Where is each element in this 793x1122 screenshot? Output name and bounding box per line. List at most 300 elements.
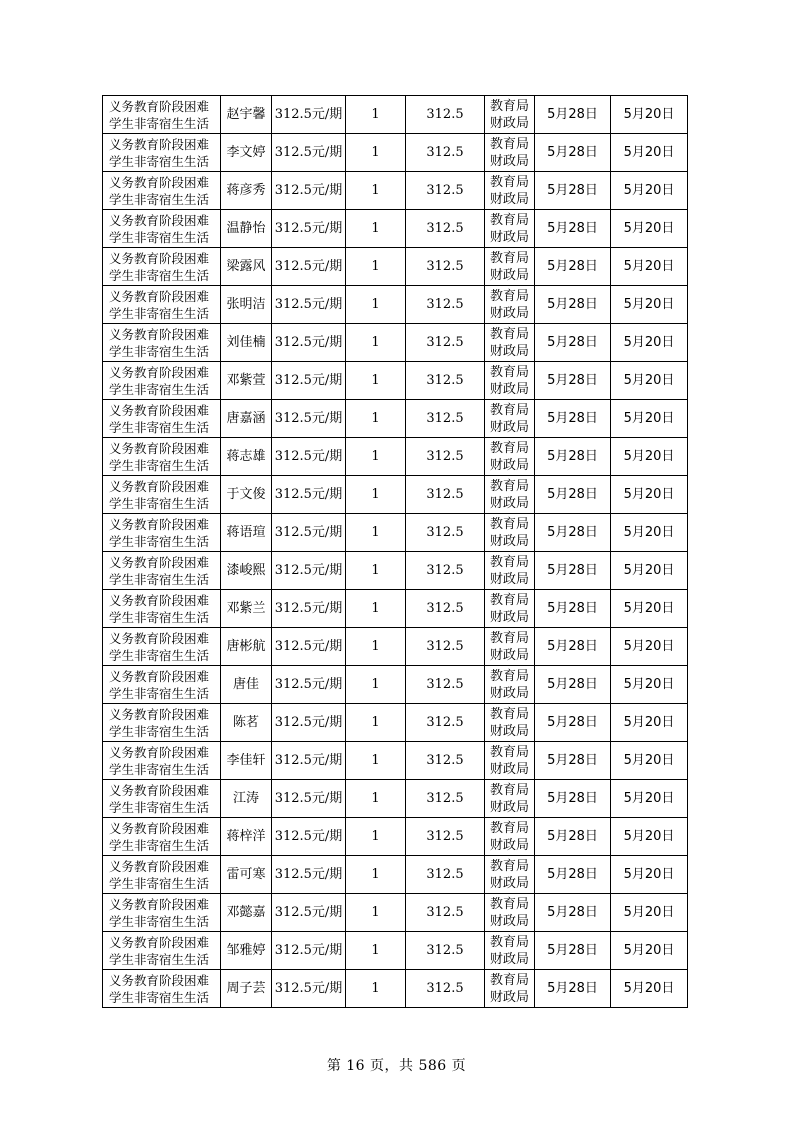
standard-cell: 312.5元/期 [272,818,346,856]
date-cell-1: 5月28日 [535,970,611,1008]
standard-cell: 312.5元/期 [272,704,346,742]
item-line-2: 学生非寄宿生生活 [109,951,210,967]
department-cell [485,324,535,362]
department-line-2: 财政局 [489,951,529,967]
item-cell [103,476,221,514]
item-cell [103,704,221,742]
item-cell [103,438,221,476]
quantity-cell: 1 [346,514,406,552]
date-cell-2: 5月20日 [611,248,688,286]
quantity-cell: 1 [346,628,406,666]
department-line-1: 教育局 [489,858,529,874]
quantity-cell: 1 [346,818,406,856]
standard-cell: 312.5元/期 [272,552,346,590]
date-cell-1: 5月28日 [535,590,611,628]
item-line-1: 义务教育阶段困难 [109,478,210,494]
date-cell-2: 5月20日 [611,96,688,134]
recipient-name: 周子芸 [221,970,272,1008]
item-line-1: 义务教育阶段困难 [109,402,210,418]
date-cell-2: 5月20日 [611,172,688,210]
date-cell-1: 5月28日 [535,780,611,818]
item-line-2: 学生非寄宿生生活 [109,875,210,891]
department-cell [485,552,535,590]
department-cell [485,818,535,856]
item-cell [103,324,221,362]
subsidy-table [102,95,688,1008]
department-line-1: 教育局 [489,896,529,912]
item-cell [103,742,221,780]
item-line-1: 义务教育阶段困难 [109,934,210,950]
date-cell-1: 5月28日 [535,248,611,286]
item-cell [103,400,221,438]
date-cell-2: 5月20日 [611,438,688,476]
item-line-2: 学生非寄宿生生活 [109,799,210,815]
date-cell-1: 5月28日 [535,894,611,932]
item-line-1: 义务教育阶段困难 [109,630,210,646]
recipient-name: 江涛 [221,780,272,818]
date-cell-2: 5月20日 [611,742,688,780]
department-cell [485,590,535,628]
item-line-1: 义务教育阶段困难 [109,820,210,836]
item-line-2: 学生非寄宿生生活 [109,115,210,131]
department-line-2: 财政局 [489,761,529,777]
item-line-1: 义务教育阶段困难 [109,440,210,456]
table-row [103,742,688,780]
item-cell [103,856,221,894]
recipient-name: 唐佳 [221,666,272,704]
quantity-cell: 1 [346,590,406,628]
quantity-cell: 1 [346,666,406,704]
item-cell [103,970,221,1008]
item-cell [103,96,221,134]
quantity-cell: 1 [346,476,406,514]
quantity-cell: 1 [346,932,406,970]
table-row [103,970,688,1008]
item-cell [103,134,221,172]
table-row [103,248,688,286]
date-cell-2: 5月20日 [611,628,688,666]
amount-cell: 312.5 [406,286,485,324]
item-line-2: 学生非寄宿生生活 [109,533,210,549]
standard-cell: 312.5元/期 [272,742,346,780]
department-cell [485,134,535,172]
department-cell [485,856,535,894]
department-line-2: 财政局 [489,153,529,169]
item-cell [103,666,221,704]
date-cell-2: 5月20日 [611,932,688,970]
amount-cell: 312.5 [406,96,485,134]
recipient-name: 唐彬航 [221,628,272,666]
quantity-cell: 1 [346,324,406,362]
recipient-name: 张明洁 [221,286,272,324]
recipient-name: 蒋梓洋 [221,818,272,856]
amount-cell: 312.5 [406,932,485,970]
quantity-cell: 1 [346,894,406,932]
item-line-2: 学生非寄宿生生活 [109,381,210,397]
item-line-2: 学生非寄宿生生活 [109,609,210,625]
standard-cell: 312.5元/期 [272,324,346,362]
department-line-2: 财政局 [489,229,529,245]
department-cell [485,96,535,134]
amount-cell: 312.5 [406,400,485,438]
amount-cell: 312.5 [406,514,485,552]
recipient-name: 李佳轩 [221,742,272,780]
standard-cell: 312.5元/期 [272,970,346,1008]
standard-cell: 312.5元/期 [272,400,346,438]
department-line-2: 财政局 [489,685,529,701]
date-cell-2: 5月20日 [611,552,688,590]
item-cell [103,210,221,248]
item-line-2: 学生非寄宿生生活 [109,647,210,663]
item-line-2: 学生非寄宿生生活 [109,837,210,853]
department-line-2: 财政局 [489,913,529,929]
date-cell-2: 5月20日 [611,286,688,324]
date-cell-2: 5月20日 [611,894,688,932]
department-line-1: 教育局 [489,782,529,798]
date-cell-1: 5月28日 [535,476,611,514]
recipient-name: 邓懿嘉 [221,894,272,932]
department-line-2: 财政局 [489,381,529,397]
amount-cell: 312.5 [406,666,485,704]
department-line-1: 教育局 [489,402,529,418]
item-line-2: 学生非寄宿生生活 [109,191,210,207]
department-line-1: 教育局 [489,554,529,570]
item-line-2: 学生非寄宿生生活 [109,761,210,777]
date-cell-1: 5月28日 [535,324,611,362]
department-cell [485,362,535,400]
item-line-2: 学生非寄宿生生活 [109,571,210,587]
item-cell [103,286,221,324]
item-line-1: 义务教育阶段困难 [109,972,210,988]
amount-cell: 312.5 [406,324,485,362]
standard-cell: 312.5元/期 [272,666,346,704]
department-line-2: 财政局 [489,305,529,321]
date-cell-1: 5月28日 [535,856,611,894]
recipient-name: 唐嘉涵 [221,400,272,438]
department-cell [485,932,535,970]
department-cell [485,970,535,1008]
department-line-1: 教育局 [489,250,529,266]
amount-cell: 312.5 [406,742,485,780]
date-cell-1: 5月28日 [535,96,611,134]
item-cell [103,362,221,400]
table-row [103,400,688,438]
department-line-1: 教育局 [489,668,529,684]
date-cell-1: 5月28日 [535,628,611,666]
date-cell-1: 5月28日 [535,400,611,438]
department-cell [485,780,535,818]
item-cell [103,818,221,856]
standard-cell: 312.5元/期 [272,628,346,666]
item-line-1: 义务教育阶段困难 [109,668,210,684]
date-cell-2: 5月20日 [611,856,688,894]
table-row [103,476,688,514]
item-cell [103,894,221,932]
department-cell [485,286,535,324]
department-cell [485,704,535,742]
amount-cell: 312.5 [406,970,485,1008]
amount-cell: 312.5 [406,856,485,894]
item-line-1: 义务教育阶段困难 [109,896,210,912]
amount-cell: 312.5 [406,628,485,666]
date-cell-2: 5月20日 [611,476,688,514]
item-line-2: 学生非寄宿生生活 [109,229,210,245]
date-cell-2: 5月20日 [611,210,688,248]
recipient-name: 蒋彦秀 [221,172,272,210]
department-line-1: 教育局 [489,174,529,190]
date-cell-1: 5月28日 [535,742,611,780]
table-row [103,704,688,742]
department-line-1: 教育局 [489,972,529,988]
department-line-1: 教育局 [489,98,529,114]
department-cell [485,514,535,552]
department-cell [485,438,535,476]
item-line-2: 学生非寄宿生生活 [109,267,210,283]
recipient-name: 蒋志雄 [221,438,272,476]
item-line-2: 学生非寄宿生生活 [109,685,210,701]
item-line-2: 学生非寄宿生生活 [109,723,210,739]
item-line-1: 义务教育阶段困难 [109,364,210,380]
amount-cell: 312.5 [406,780,485,818]
department-cell [485,248,535,286]
department-line-1: 教育局 [489,326,529,342]
recipient-name: 李文婷 [221,134,272,172]
item-line-2: 学生非寄宿生生活 [109,495,210,511]
department-line-1: 教育局 [489,630,529,646]
recipient-name: 刘佳楠 [221,324,272,362]
table-row [103,514,688,552]
item-line-1: 义务教育阶段困难 [109,250,210,266]
date-cell-2: 5月20日 [611,400,688,438]
department-line-2: 财政局 [489,875,529,891]
quantity-cell: 1 [346,134,406,172]
amount-cell: 312.5 [406,438,485,476]
amount-cell: 312.5 [406,590,485,628]
item-line-1: 义务教育阶段困难 [109,782,210,798]
standard-cell: 312.5元/期 [272,210,346,248]
standard-cell: 312.5元/期 [272,894,346,932]
standard-cell: 312.5元/期 [272,856,346,894]
department-cell [485,476,535,514]
item-line-1: 义务教育阶段困难 [109,706,210,722]
quantity-cell: 1 [346,362,406,400]
item-cell [103,514,221,552]
standard-cell: 312.5元/期 [272,932,346,970]
department-line-1: 教育局 [489,706,529,722]
table-row [103,894,688,932]
date-cell-1: 5月28日 [535,134,611,172]
date-cell-1: 5月28日 [535,818,611,856]
department-line-2: 财政局 [489,267,529,283]
table-row [103,856,688,894]
department-line-2: 财政局 [489,495,529,511]
table-row [103,438,688,476]
quantity-cell: 1 [346,704,406,742]
amount-cell: 312.5 [406,476,485,514]
table-row [103,590,688,628]
date-cell-2: 5月20日 [611,362,688,400]
date-cell-2: 5月20日 [611,324,688,362]
table-row [103,96,688,134]
amount-cell: 312.5 [406,894,485,932]
amount-cell: 312.5 [406,552,485,590]
department-cell [485,172,535,210]
table-row [103,932,688,970]
department-line-2: 财政局 [489,533,529,549]
page-footer: 第 16 页，共 586 页 [326,1058,467,1074]
department-line-2: 财政局 [489,799,529,815]
table-row [103,552,688,590]
department-line-1: 教育局 [489,592,529,608]
department-cell [485,210,535,248]
item-line-1: 义务教育阶段困难 [109,288,210,304]
table-row [103,286,688,324]
table-row [103,172,688,210]
department-line-2: 财政局 [489,343,529,359]
department-line-2: 财政局 [489,115,529,131]
item-cell [103,172,221,210]
quantity-cell: 1 [346,286,406,324]
item-line-1: 义务教育阶段困难 [109,592,210,608]
recipient-name: 邹雅婷 [221,932,272,970]
department-line-1: 教育局 [489,820,529,836]
item-cell [103,590,221,628]
amount-cell: 312.5 [406,210,485,248]
standard-cell: 312.5元/期 [272,590,346,628]
department-line-2: 财政局 [489,457,529,473]
date-cell-2: 5月20日 [611,970,688,1008]
standard-cell: 312.5元/期 [272,514,346,552]
item-line-1: 义务教育阶段困难 [109,554,210,570]
department-line-2: 财政局 [489,571,529,587]
table-row [103,780,688,818]
table-row [103,362,688,400]
date-cell-2: 5月20日 [611,780,688,818]
department-cell [485,666,535,704]
recipient-name: 梁露风 [221,248,272,286]
standard-cell: 312.5元/期 [272,476,346,514]
item-cell [103,248,221,286]
department-cell [485,628,535,666]
quantity-cell: 1 [346,96,406,134]
table-row [103,628,688,666]
date-cell-1: 5月28日 [535,210,611,248]
item-line-1: 义务教育阶段困难 [109,744,210,760]
date-cell-1: 5月28日 [535,362,611,400]
table-row [103,666,688,704]
department-line-2: 财政局 [489,609,529,625]
recipient-name: 蒋语瑄 [221,514,272,552]
department-cell [485,894,535,932]
recipient-name: 漆峻熙 [221,552,272,590]
table-row [103,134,688,172]
item-cell [103,932,221,970]
recipient-name: 于文俊 [221,476,272,514]
date-cell-1: 5月28日 [535,438,611,476]
standard-cell: 312.5元/期 [272,780,346,818]
table-row [103,210,688,248]
item-cell [103,628,221,666]
standard-cell: 312.5元/期 [272,96,346,134]
standard-cell: 312.5元/期 [272,362,346,400]
date-cell-2: 5月20日 [611,818,688,856]
quantity-cell: 1 [346,856,406,894]
department-line-2: 财政局 [489,419,529,435]
date-cell-1: 5月28日 [535,286,611,324]
standard-cell: 312.5元/期 [272,248,346,286]
date-cell-2: 5月20日 [611,590,688,628]
item-cell [103,780,221,818]
department-line-1: 教育局 [489,934,529,950]
item-line-2: 学生非寄宿生生活 [109,343,210,359]
item-line-2: 学生非寄宿生生活 [109,913,210,929]
department-line-2: 财政局 [489,647,529,663]
item-line-1: 义务教育阶段困难 [109,212,210,228]
department-line-2: 财政局 [489,989,529,1005]
department-line-1: 教育局 [489,364,529,380]
item-line-1: 义务教育阶段困难 [109,326,210,342]
standard-cell: 312.5元/期 [272,134,346,172]
department-line-1: 教育局 [489,136,529,152]
item-line-1: 义务教育阶段困难 [109,858,210,874]
department-line-2: 财政局 [489,837,529,853]
date-cell-1: 5月28日 [535,514,611,552]
item-line-2: 学生非寄宿生生活 [109,457,210,473]
amount-cell: 312.5 [406,248,485,286]
item-line-2: 学生非寄宿生生活 [109,419,210,435]
date-cell-2: 5月20日 [611,134,688,172]
quantity-cell: 1 [346,172,406,210]
item-cell [103,552,221,590]
date-cell-2: 5月20日 [611,514,688,552]
department-cell [485,742,535,780]
department-line-1: 教育局 [489,478,529,494]
department-line-1: 教育局 [489,288,529,304]
table-row [103,324,688,362]
quantity-cell: 1 [346,552,406,590]
item-line-1: 义务教育阶段困难 [109,516,210,532]
department-line-1: 教育局 [489,744,529,760]
department-line-2: 财政局 [489,191,529,207]
amount-cell: 312.5 [406,362,485,400]
quantity-cell: 1 [346,438,406,476]
amount-cell: 312.5 [406,704,485,742]
date-cell-1: 5月28日 [535,172,611,210]
standard-cell: 312.5元/期 [272,286,346,324]
quantity-cell: 1 [346,210,406,248]
department-line-1: 教育局 [489,516,529,532]
recipient-name: 邓紫兰 [221,590,272,628]
standard-cell: 312.5元/期 [272,438,346,476]
date-cell-1: 5月28日 [535,704,611,742]
quantity-cell: 1 [346,248,406,286]
item-line-2: 学生非寄宿生生活 [109,305,210,321]
item-line-2: 学生非寄宿生生活 [109,989,210,1005]
table-body [103,96,688,1008]
date-cell-2: 5月20日 [611,666,688,704]
quantity-cell: 1 [346,742,406,780]
department-line-1: 教育局 [489,440,529,456]
department-cell [485,400,535,438]
item-line-2: 学生非寄宿生生活 [109,153,210,169]
quantity-cell: 1 [346,970,406,1008]
recipient-name: 陈茗 [221,704,272,742]
standard-cell: 312.5元/期 [272,172,346,210]
quantity-cell: 1 [346,780,406,818]
date-cell-1: 5月28日 [535,552,611,590]
table-row [103,818,688,856]
recipient-name: 雷可寒 [221,856,272,894]
